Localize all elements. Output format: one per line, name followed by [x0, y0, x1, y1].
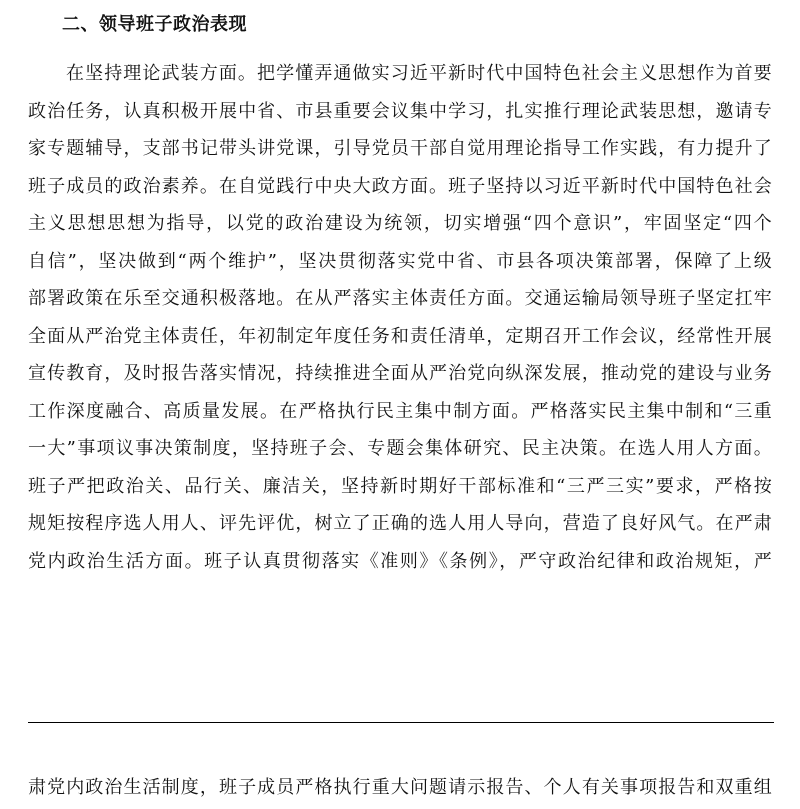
paragraph-line: 自信”，坚决做到“两个维护”，坚决贯彻落实党中省、市县各项决策部署，保障了上级 — [28, 250, 772, 272]
paragraph-line: 部署政策在乐至交通积极落地。在从严落实主体责任方面。交通运输局领导班子坚定扛牢 — [28, 288, 772, 309]
paragraph-line: 全面从严治党主体责任，年初制定年度任务和责任清单，定期召开工作会议，经常性开展 — [28, 325, 772, 347]
page-break-divider — [28, 722, 774, 723]
paragraph-line: 在坚持理论武装方面。把学懂弄通做实习近平新时代中国特色社会主义思想作为首要 — [66, 63, 772, 84]
paragraph-line: 党内政治生活方面。班子认真贯彻落实《准则》《条例》，严守政治纪律和政治规矩，严 — [28, 550, 772, 572]
paragraph-line: 主义思想思想为指导，以党的政治建设为统领，切实增强“四个意识”，牢固坚定“四个 — [28, 213, 772, 234]
paragraph-line: 班子成员的政治素养。在自觉践行中央大政方面。班子坚持以习近平新时代中国特色社会 — [28, 175, 772, 197]
continuation-paragraph — [28, 771, 772, 809]
paragraph-line: 宣传教育，及时报告落实情况，持续推进全面从严治党向纵深发展，推动党的建设与业务 — [28, 363, 772, 384]
paragraph-line: 工作深度融合、高质量发展。在严格执行民主集中制方面。严格落实民主集中制和“三重 — [28, 400, 772, 422]
paragraph-line: 家专题辅导，支部书记带头讲党课，引导党员干部自觉用理论指导工作实践，有力提升了 — [28, 138, 772, 159]
paragraph-line: 政治任务，认真积极开展中省、市县重要会议集中学习，扎实推行理论武装思想，邀请专 — [28, 100, 772, 122]
body-paragraph — [28, 57, 772, 582]
paragraph-line: 一大”事项议事决策制度，坚持班子会、专题会集体研究、民主决策。在选人用人方面。 — [28, 438, 772, 459]
paragraph-line: 班子严把政治关、品行关、廉洁关，坚持新时期好干部标准和“三严三实”要求，严格按 — [28, 475, 772, 497]
continuation-line: 肃党内政治生活制度，班子成员严格执行重大问题请示报告、个人有关事项报告和双重组 — [28, 777, 772, 798]
paragraph-line: 规矩按程序选人用人、评先评优，树立了正确的选人用人导向，营造了良好风气。在严肃 — [28, 513, 772, 534]
section-heading: 二、领导班子政治表现 — [62, 14, 247, 35]
